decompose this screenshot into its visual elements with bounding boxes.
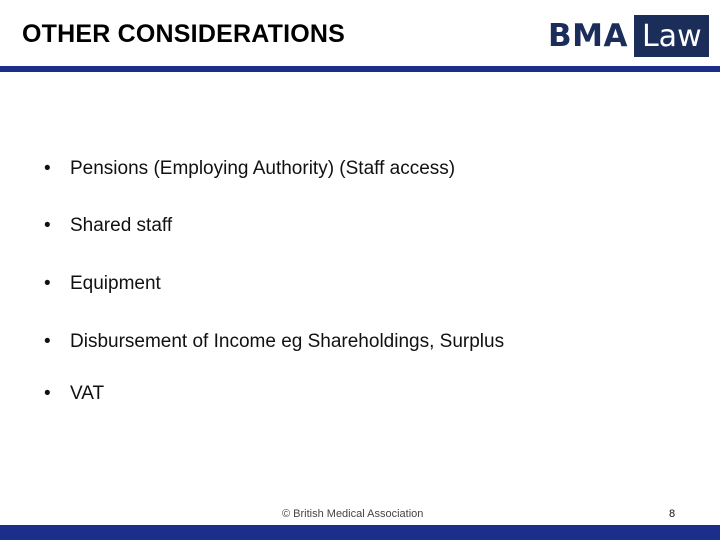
slide-title: OTHER CONSIDERATIONS	[22, 20, 345, 48]
logo-bma-text: BMA	[548, 18, 628, 54]
bullet-item	[44, 158, 455, 180]
bullet-dot: •	[44, 215, 51, 236]
bma-law-logo	[548, 15, 709, 57]
bullet-item	[44, 331, 504, 353]
bullet-text: Pensions (Employing Authority) (Staff access)	[70, 158, 456, 179]
bullet-text: Equipment	[70, 273, 161, 294]
logo-law-text: Law	[634, 15, 709, 57]
bullet-dot: •	[44, 158, 51, 179]
page-number: 8	[669, 508, 676, 520]
bullet-dot: •	[44, 273, 51, 294]
bullet-item	[44, 273, 161, 295]
bullet-dot: •	[44, 331, 51, 352]
bullet-item	[44, 215, 172, 237]
bullet-item	[44, 383, 104, 405]
bullet-dot: •	[44, 383, 51, 404]
header-divider	[0, 66, 720, 72]
bullet-text: Shared staff	[70, 215, 173, 236]
copyright-footer: © British Medical Association	[282, 508, 424, 520]
bullet-text: VAT	[70, 383, 105, 404]
bullet-text: Disbursement of Income eg Shareholdings, Surplus	[70, 331, 505, 352]
footer-bar	[0, 525, 720, 540]
